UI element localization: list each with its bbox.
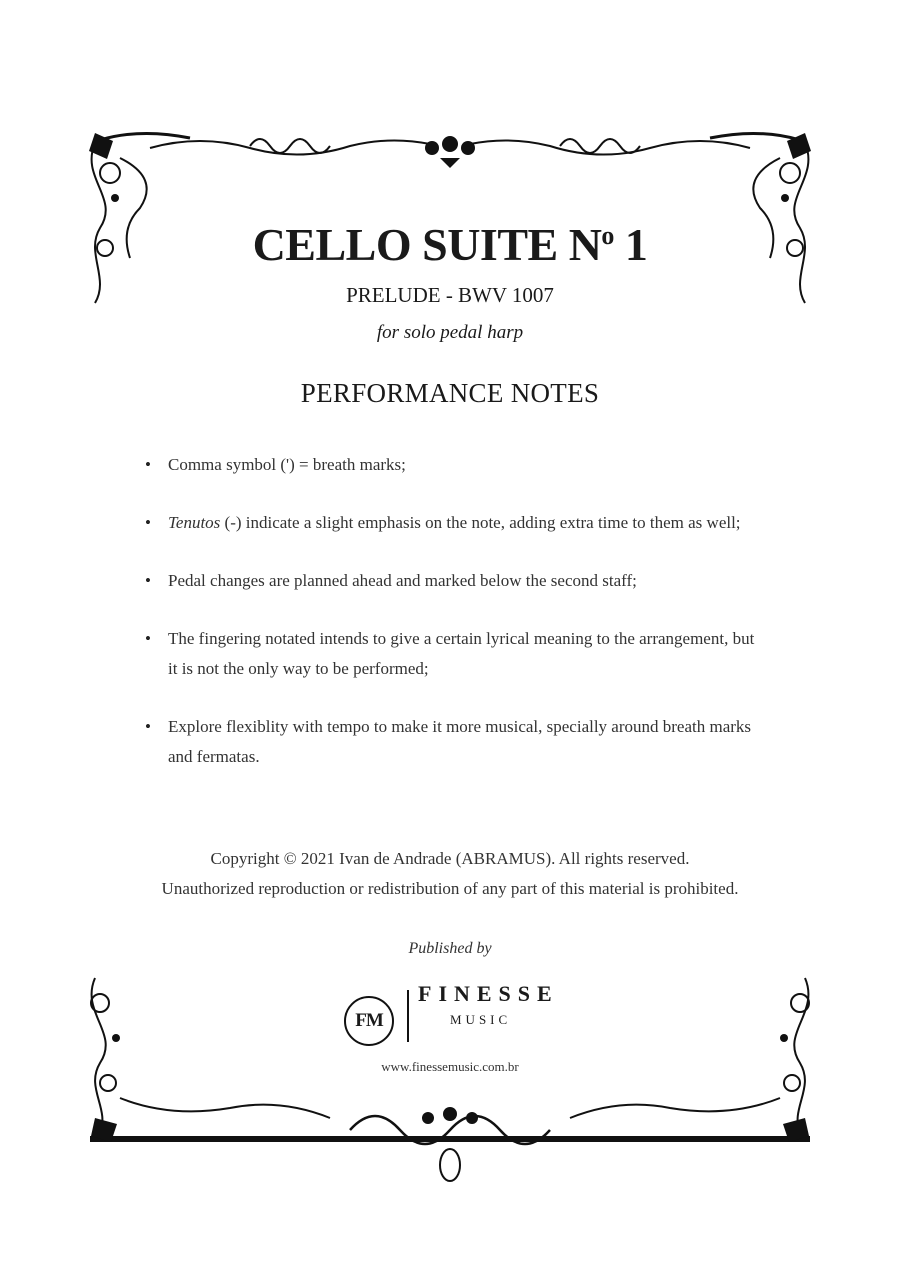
list-item: • The fingering notated intends to give a certain lyrical meaning to the arrangement, but it is not the only way to be performed; <box>145 624 755 684</box>
list-item: • Comma symbol (') = breath marks; <box>145 450 755 480</box>
performance-notes-list <box>145 450 755 800</box>
instrument-line: for solo pedal harp <box>376 322 524 343</box>
copyright-line: Copyright © 2021 Ivan de Andrade (ABRAMUS). All rights reserved. <box>210 849 690 868</box>
publisher-name: FINESSE <box>418 981 559 1006</box>
copyright-line: Unauthorized reproduction or redistribution of any part of this material is prohibited. <box>161 879 739 898</box>
ornamental-bottom-border-icon <box>0 968 900 1188</box>
list-item: • Tenutos (-) indicate a slight emphasis on the note, adding extra time to them as well; <box>145 508 755 538</box>
section-heading: PERFORMANCE NOTES <box>300 378 600 408</box>
list-item: • Pedal changes are planned ahead and marked below the second staff; <box>145 566 755 596</box>
page-title: CELLO SUITE $N^o$ 1 <box>252 219 648 270</box>
page-subtitle: PRELUDE - BWV 1007 <box>346 283 554 307</box>
publisher-website-link[interactable]: www.finessemusic.com.br <box>381 1059 519 1074</box>
published-by-label: Published by <box>408 940 492 957</box>
list-item: • Explore flexiblity with tempo to make it more musical, specially around breath marks and fermatas. <box>145 712 755 772</box>
copyright-notice <box>0 844 900 904</box>
publisher-subname: MUSIC <box>450 1012 512 1027</box>
publisher-logo: FM <box>344 996 394 1046</box>
